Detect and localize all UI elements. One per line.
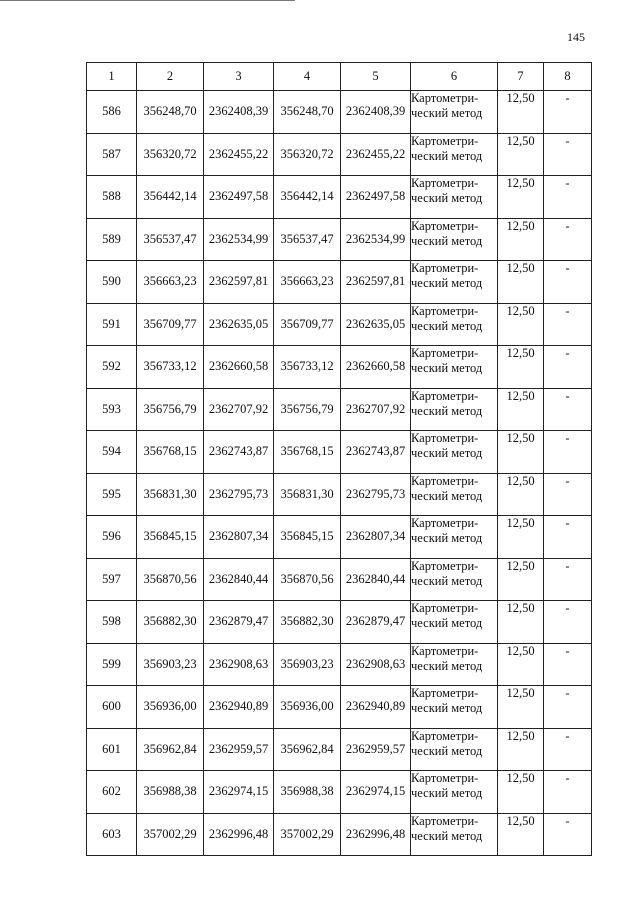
y-coordinate-cell: 2362795,73 <box>341 473 411 516</box>
x-coordinate-cell: 356709,77 <box>274 303 341 346</box>
accuracy-cell: 12,50 <box>498 728 544 771</box>
y-coordinate-cell: 2362597,81 <box>341 261 411 304</box>
accuracy-cell: 12,50 <box>498 261 544 304</box>
accuracy-cell: 12,50 <box>498 346 544 389</box>
x-coordinate-cell: 356442,14 <box>274 176 341 219</box>
method-cell <box>411 303 498 346</box>
accuracy-cell: 12,50 <box>498 431 544 474</box>
note-cell: - <box>544 91 592 134</box>
header-cell: 1 <box>87 63 137 91</box>
method-line-1: Картометри- <box>411 388 479 403</box>
note-cell: - <box>544 176 592 219</box>
method-line-1: Картометри- <box>411 218 479 233</box>
method-line-2: ческий метод <box>411 658 483 673</box>
y-coordinate-cell: 2362959,57 <box>204 728 274 771</box>
method-line-2: ческий метод <box>411 276 483 290</box>
table-row <box>87 643 592 686</box>
header-cell: 6 <box>411 63 498 91</box>
method-cell <box>411 601 498 644</box>
method-cell <box>411 728 498 771</box>
x-coordinate-cell: 356831,30 <box>137 473 204 516</box>
y-coordinate-cell: 2362795,73 <box>204 473 274 516</box>
x-coordinate-cell: 356756,79 <box>274 388 341 431</box>
x-coordinate-cell: 356248,70 <box>137 91 204 134</box>
method-line-2: ческий метод <box>411 318 483 333</box>
method-line-2: ческий метод <box>411 743 483 758</box>
y-coordinate-cell: 2362940,89 <box>341 686 411 729</box>
point-number-cell: 600 <box>87 686 137 729</box>
note-cell: - <box>544 346 592 389</box>
y-coordinate-cell: 2362879,47 <box>341 601 411 644</box>
y-coordinate-cell: 2362908,63 <box>341 643 411 686</box>
y-coordinate-cell: 2362974,15 <box>204 771 274 814</box>
method-line-1: Картометри- <box>411 601 479 615</box>
point-number-cell: 594 <box>87 431 137 474</box>
method-line-1: Картометри- <box>411 303 479 318</box>
point-number-cell: 598 <box>87 601 137 644</box>
method-line-2: ческий метод <box>411 531 483 545</box>
method-line-1: Картометри- <box>411 176 479 190</box>
x-coordinate-cell: 356709,77 <box>137 303 204 346</box>
method-cell <box>411 473 498 516</box>
x-coordinate-cell: 356831,30 <box>274 473 341 516</box>
note-cell: - <box>544 388 592 431</box>
table-row <box>87 176 592 219</box>
x-coordinate-cell: 356663,23 <box>274 261 341 304</box>
table-row <box>87 771 592 814</box>
accuracy-cell: 12,50 <box>498 558 544 601</box>
y-coordinate-cell: 2362959,57 <box>341 728 411 771</box>
method-line-1: Картометри- <box>411 643 479 658</box>
y-coordinate-cell: 2362879,47 <box>204 601 274 644</box>
header-cell: 2 <box>137 63 204 91</box>
accuracy-cell: 12,50 <box>498 218 544 261</box>
method-line-1: Картометри- <box>411 686 479 700</box>
x-coordinate-cell: 356442,14 <box>137 176 204 219</box>
x-coordinate-cell: 356882,30 <box>274 601 341 644</box>
point-number-cell: 601 <box>87 728 137 771</box>
table-row <box>87 133 592 176</box>
table-body <box>87 91 592 856</box>
y-coordinate-cell: 2362597,81 <box>204 261 274 304</box>
table-row <box>87 388 592 431</box>
method-line-1: Картометри- <box>411 91 479 105</box>
point-number-cell: 599 <box>87 643 137 686</box>
point-number-cell: 602 <box>87 771 137 814</box>
y-coordinate-cell: 2362408,39 <box>204 91 274 134</box>
method-line-1: Картометри- <box>411 431 479 445</box>
y-coordinate-cell: 2362974,15 <box>341 771 411 814</box>
x-coordinate-cell: 356903,23 <box>137 643 204 686</box>
accuracy-cell: 12,50 <box>498 473 544 516</box>
y-coordinate-cell: 2362534,99 <box>341 218 411 261</box>
accuracy-cell: 12,50 <box>498 388 544 431</box>
method-line-2: ческий метод <box>411 191 483 205</box>
method-cell <box>411 261 498 304</box>
method-line-2: ческий метод <box>411 573 483 588</box>
coordinates-table <box>86 62 592 856</box>
point-number-cell: 589 <box>87 218 137 261</box>
y-coordinate-cell: 2362455,22 <box>204 133 274 176</box>
note-cell: - <box>544 686 592 729</box>
y-coordinate-cell: 2362807,34 <box>204 516 274 559</box>
table-row <box>87 558 592 601</box>
y-coordinate-cell: 2362996,48 <box>204 813 274 856</box>
x-coordinate-cell: 356320,72 <box>137 133 204 176</box>
y-coordinate-cell: 2362743,87 <box>204 431 274 474</box>
note-cell: - <box>544 303 592 346</box>
method-line-1: Картометри- <box>411 133 479 148</box>
table-row <box>87 516 592 559</box>
point-number-cell: 603 <box>87 813 137 856</box>
point-number-cell: 587 <box>87 133 137 176</box>
x-coordinate-cell: 356537,47 <box>274 218 341 261</box>
x-coordinate-cell: 357002,29 <box>137 813 204 856</box>
accuracy-cell: 12,50 <box>498 813 544 856</box>
method-line-1: Картометри- <box>411 261 479 275</box>
method-cell <box>411 133 498 176</box>
y-coordinate-cell: 2362908,63 <box>204 643 274 686</box>
x-coordinate-cell: 356988,38 <box>137 771 204 814</box>
x-coordinate-cell: 356962,84 <box>274 728 341 771</box>
y-coordinate-cell: 2362743,87 <box>341 431 411 474</box>
y-coordinate-cell: 2362635,05 <box>204 303 274 346</box>
method-cell <box>411 643 498 686</box>
note-cell: - <box>544 218 592 261</box>
method-line-2: ческий метод <box>411 361 483 375</box>
y-coordinate-cell: 2362707,92 <box>341 388 411 431</box>
y-coordinate-cell: 2362660,58 <box>204 346 274 389</box>
table-row <box>87 346 592 389</box>
x-coordinate-cell: 356768,15 <box>137 431 204 474</box>
x-coordinate-cell: 356845,15 <box>274 516 341 559</box>
page-number: 145 <box>567 30 585 44</box>
accuracy-cell: 12,50 <box>498 303 544 346</box>
point-number-cell: 586 <box>87 91 137 134</box>
y-coordinate-cell: 2362940,89 <box>204 686 274 729</box>
header-cell: 5 <box>341 63 411 91</box>
method-line-1: Картометри- <box>411 813 479 828</box>
point-number-cell: 591 <box>87 303 137 346</box>
header-cell: 3 <box>204 63 274 91</box>
method-line-1: Картометри- <box>411 473 479 488</box>
x-coordinate-cell: 356320,72 <box>274 133 341 176</box>
point-number-cell: 597 <box>87 558 137 601</box>
method-cell <box>411 346 498 389</box>
accuracy-cell: 12,50 <box>498 771 544 814</box>
note-cell: - <box>544 558 592 601</box>
method-line-2: ческий метод <box>411 786 483 800</box>
accuracy-cell: 12,50 <box>498 643 544 686</box>
method-line-2: ческий метод <box>411 106 483 120</box>
note-cell: - <box>544 516 592 559</box>
note-cell: - <box>544 473 592 516</box>
y-coordinate-cell: 2362996,48 <box>341 813 411 856</box>
accuracy-cell: 12,50 <box>498 91 544 134</box>
point-number-cell: 592 <box>87 346 137 389</box>
x-coordinate-cell: 356537,47 <box>137 218 204 261</box>
y-coordinate-cell: 2362408,39 <box>341 91 411 134</box>
note-cell: - <box>544 728 592 771</box>
y-coordinate-cell: 2362807,34 <box>341 516 411 559</box>
x-coordinate-cell: 356870,56 <box>274 558 341 601</box>
method-cell <box>411 218 498 261</box>
method-line-2: ческий метод <box>411 403 483 418</box>
method-line-1: Картометри- <box>411 516 479 530</box>
method-line-1: Картометри- <box>411 346 479 360</box>
point-number-cell: 595 <box>87 473 137 516</box>
y-coordinate-cell: 2362840,44 <box>204 558 274 601</box>
y-coordinate-cell: 2362455,22 <box>341 133 411 176</box>
table-row <box>87 218 592 261</box>
table-row <box>87 728 592 771</box>
x-coordinate-cell: 356248,70 <box>274 91 341 134</box>
y-coordinate-cell: 2362534,99 <box>204 218 274 261</box>
x-coordinate-cell: 356936,00 <box>274 686 341 729</box>
method-cell <box>411 686 498 729</box>
note-cell: - <box>544 643 592 686</box>
method-line-2: ческий метод <box>411 148 483 163</box>
x-coordinate-cell: 356988,38 <box>274 771 341 814</box>
point-number-cell: 588 <box>87 176 137 219</box>
table-row <box>87 303 592 346</box>
table-header-row <box>87 63 592 91</box>
table-row <box>87 473 592 516</box>
table-row <box>87 686 592 729</box>
point-number-cell: 593 <box>87 388 137 431</box>
note-cell: - <box>544 133 592 176</box>
x-coordinate-cell: 356936,00 <box>137 686 204 729</box>
method-line-1: Картометри- <box>411 558 479 573</box>
method-cell <box>411 558 498 601</box>
y-coordinate-cell: 2362635,05 <box>341 303 411 346</box>
table-row <box>87 261 592 304</box>
method-line-1: Картометри- <box>411 771 479 785</box>
y-coordinate-cell: 2362660,58 <box>341 346 411 389</box>
y-coordinate-cell: 2362497,58 <box>204 176 274 219</box>
method-line-2: ческий метод <box>411 233 483 248</box>
x-coordinate-cell: 356756,79 <box>137 388 204 431</box>
header-cell: 7 <box>498 63 544 91</box>
x-coordinate-cell: 356903,23 <box>274 643 341 686</box>
method-cell <box>411 388 498 431</box>
accuracy-cell: 12,50 <box>498 516 544 559</box>
accuracy-cell: 12,50 <box>498 176 544 219</box>
x-coordinate-cell: 357002,29 <box>274 813 341 856</box>
x-coordinate-cell: 356882,30 <box>137 601 204 644</box>
x-coordinate-cell: 356870,56 <box>137 558 204 601</box>
note-cell: - <box>544 431 592 474</box>
method-line-2: ческий метод <box>411 701 483 715</box>
x-coordinate-cell: 356663,23 <box>137 261 204 304</box>
table-row <box>87 601 592 644</box>
method-cell <box>411 91 498 134</box>
top-rule <box>0 0 295 1</box>
x-coordinate-cell: 356733,12 <box>137 346 204 389</box>
note-cell: - <box>544 813 592 856</box>
table-row <box>87 91 592 134</box>
point-number-cell: 596 <box>87 516 137 559</box>
x-coordinate-cell: 356768,15 <box>274 431 341 474</box>
x-coordinate-cell: 356962,84 <box>137 728 204 771</box>
method-line-1: Картометри- <box>411 728 479 743</box>
header-cell: 4 <box>274 63 341 91</box>
y-coordinate-cell: 2362497,58 <box>341 176 411 219</box>
y-coordinate-cell: 2362840,44 <box>341 558 411 601</box>
method-cell <box>411 516 498 559</box>
accuracy-cell: 12,50 <box>498 133 544 176</box>
accuracy-cell: 12,50 <box>498 601 544 644</box>
y-coordinate-cell: 2362707,92 <box>204 388 274 431</box>
note-cell: - <box>544 771 592 814</box>
method-cell <box>411 813 498 856</box>
x-coordinate-cell: 356845,15 <box>137 516 204 559</box>
method-cell <box>411 431 498 474</box>
note-cell: - <box>544 601 592 644</box>
method-cell <box>411 771 498 814</box>
accuracy-cell: 12,50 <box>498 686 544 729</box>
table-row <box>87 431 592 474</box>
point-number-cell: 590 <box>87 261 137 304</box>
method-line-2: ческий метод <box>411 446 483 460</box>
table-row <box>87 813 592 856</box>
header-cell: 8 <box>544 63 592 91</box>
method-cell <box>411 176 498 219</box>
method-line-2: ческий метод <box>411 488 483 503</box>
x-coordinate-cell: 356733,12 <box>274 346 341 389</box>
method-line-2: ческий метод <box>411 616 483 630</box>
note-cell: - <box>544 261 592 304</box>
method-line-2: ческий метод <box>411 828 483 843</box>
